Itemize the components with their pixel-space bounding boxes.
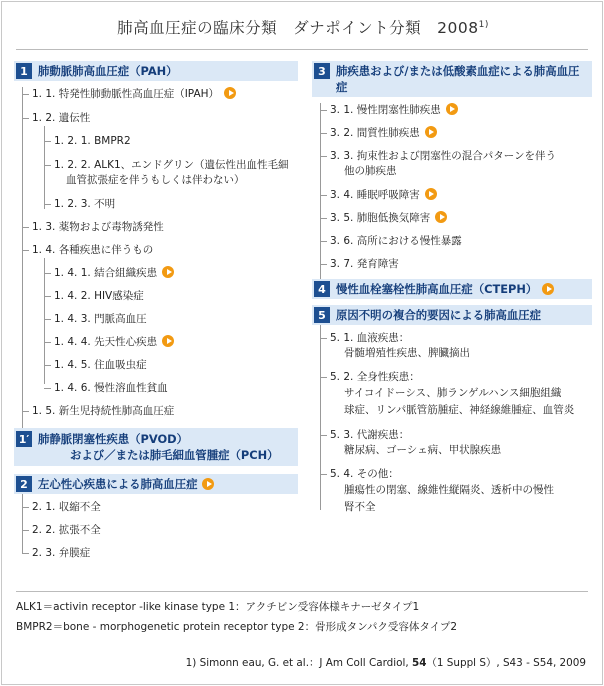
list-item-detail: 糖尿病、ゴーシェ病、甲状腺疾患 bbox=[344, 444, 502, 456]
list-item: 3. 7. 発育障害 bbox=[320, 257, 592, 272]
list-item: 1. 5. 新生児持続性肺高血圧症 bbox=[22, 404, 298, 419]
play-icon[interactable] bbox=[224, 87, 236, 99]
right-column bbox=[312, 61, 592, 516]
category-label: 左心性心疾患による肺高血圧症 bbox=[38, 477, 198, 491]
list-item: 5. 2. 全身性疾患： bbox=[320, 370, 592, 385]
play-icon[interactable] bbox=[202, 478, 214, 490]
reference-citation: 1) Simonn eau, G. et al.：J Am Coll Cardiol, 54（1 Suppl S）, S43 - S54, 2009 bbox=[185, 657, 586, 669]
category-5-header bbox=[312, 305, 592, 325]
list-item: 2. 1. 収縮不全 bbox=[22, 500, 298, 515]
list-item-continuation: 血管拡張症を伴うもしくは伴わない） bbox=[66, 174, 245, 186]
subtree-1-2 bbox=[44, 134, 298, 212]
category-label: 肺静脈閉塞性疾患（PVOD） および／または肺毛細血管腫症（PCH） bbox=[38, 432, 279, 462]
play-icon[interactable] bbox=[425, 126, 437, 138]
list-item: 5. 1. 血液疾患： bbox=[320, 331, 592, 346]
list-item[interactable]: 1. 4. 4. 先天性心疾患 bbox=[44, 335, 298, 350]
list-item: 1. 2. 3. 不明 bbox=[44, 197, 298, 212]
category-2-header[interactable] bbox=[14, 474, 298, 494]
category-3-header bbox=[312, 61, 592, 97]
abbreviation-note-alk1: ALK1＝activin receptor -like kinase type 1：アクチビン受容体様キナーゼタイプ1 bbox=[16, 601, 420, 613]
list-item: 1. 2. 遺伝性 bbox=[22, 111, 298, 126]
list-item: 3. 6. 高所における慢性暴露 bbox=[320, 234, 592, 249]
list-item[interactable]: 1. 4. 1. 結合組織疾患 bbox=[44, 266, 298, 281]
category-badge: 5 bbox=[314, 307, 330, 323]
list-item: 1. 4. 各種疾患に伴うもの bbox=[22, 243, 298, 258]
list-item[interactable]: 3. 2. 間質性肺疾患 bbox=[320, 126, 592, 141]
category-label: 肺動脈肺高血圧症（PAH） bbox=[38, 64, 178, 78]
category-1-tree bbox=[22, 87, 298, 419]
category-label: 肺疾患および/または低酸素血症による肺高血圧症 bbox=[336, 64, 580, 94]
left-column bbox=[14, 61, 298, 561]
list-item: 1. 4. 6. 慢性溶血性貧血 bbox=[44, 381, 298, 396]
title-divider bbox=[16, 49, 588, 50]
play-icon[interactable] bbox=[542, 283, 554, 295]
category-1-prime-header bbox=[14, 428, 298, 466]
list-item-detail: 球症、リンパ脈管筋腫症、神経線維腫症、血管炎 bbox=[344, 404, 575, 416]
notes-divider bbox=[16, 591, 588, 592]
category-badge: 2 bbox=[16, 476, 32, 492]
category-2-tree bbox=[22, 500, 298, 561]
list-item-detail: サイコイドーシス、肺ランゲルハンス細胞組織 bbox=[344, 387, 562, 399]
list-item: 1. 4. 2. HIV感染症 bbox=[44, 289, 298, 304]
list-item[interactable]: 3. 5. 肺胞低換気障害 bbox=[320, 211, 592, 226]
list-item-continuation: 他の肺疾患 bbox=[344, 165, 397, 177]
category-badge: 4 bbox=[314, 281, 330, 297]
abbreviation-note-bmpr2: BMPR2＝bone - morphogenetic protein receptor type 2：骨形成タンパク受容体タイプ2 bbox=[16, 621, 458, 633]
category-badge: 3 bbox=[314, 63, 330, 79]
list-item-detail: 腫瘍性の閉塞、線維性縦隔炎、透析中の慢性 bbox=[344, 484, 554, 496]
list-item: 2. 2. 拡張不全 bbox=[22, 523, 298, 538]
list-item: 1. 3. 薬物および毒物誘発性 bbox=[22, 220, 298, 235]
category-3-tree bbox=[320, 103, 592, 272]
list-item: 2. 3. 弁膜症 bbox=[22, 546, 298, 561]
list-item: 1. 2. 2. ALK1、エンドグリン（遺伝性出血性毛細 bbox=[44, 158, 298, 173]
list-item: 1. 4. 5. 住血吸虫症 bbox=[44, 358, 298, 373]
category-badge: 1 bbox=[16, 63, 32, 79]
page-title: 肺高血圧症の臨床分類 ダナポイント分類 2008$^{1)}$ bbox=[117, 19, 489, 37]
play-icon[interactable] bbox=[162, 335, 174, 347]
list-item[interactable]: 3. 4. 睡眠呼吸障害 bbox=[320, 188, 592, 203]
play-icon[interactable] bbox=[435, 211, 447, 223]
list-item: 5. 3. 代謝疾患： bbox=[320, 428, 592, 443]
list-item: 5. 4. その他： bbox=[320, 467, 592, 482]
figure-frame bbox=[1, 1, 603, 685]
category-1-header bbox=[14, 61, 298, 81]
play-icon[interactable] bbox=[162, 266, 174, 278]
list-item-detail: 腎不全 bbox=[344, 501, 376, 513]
play-icon[interactable] bbox=[446, 103, 458, 115]
play-icon[interactable] bbox=[425, 188, 437, 200]
subtree-1-4 bbox=[44, 266, 298, 396]
category-badge: 1′ bbox=[16, 431, 32, 447]
list-item[interactable]: 3. 1. 慢性閉塞性肺疾患 bbox=[320, 103, 592, 118]
category-5-tree bbox=[320, 331, 592, 516]
category-label: 慢性血栓塞栓性肺高血圧症（CTEPH） bbox=[336, 282, 538, 296]
category-4-header[interactable] bbox=[312, 279, 592, 299]
list-item: 1. 2. 1. BMPR2 bbox=[44, 134, 298, 149]
list-item[interactable]: 1. 1. 特発性肺動脈性高血圧症（IPAH） bbox=[22, 87, 298, 102]
category-label: 原因不明の複合的要因による肺高血圧症 bbox=[336, 308, 542, 322]
list-item: 3. 3. 拘束性および閉塞性の混合パターンを伴う bbox=[320, 149, 592, 164]
list-item: 1. 4. 3. 門脈高血圧 bbox=[44, 312, 298, 327]
list-item-detail: 骨髄増殖性疾患、脾臓摘出 bbox=[344, 347, 470, 359]
